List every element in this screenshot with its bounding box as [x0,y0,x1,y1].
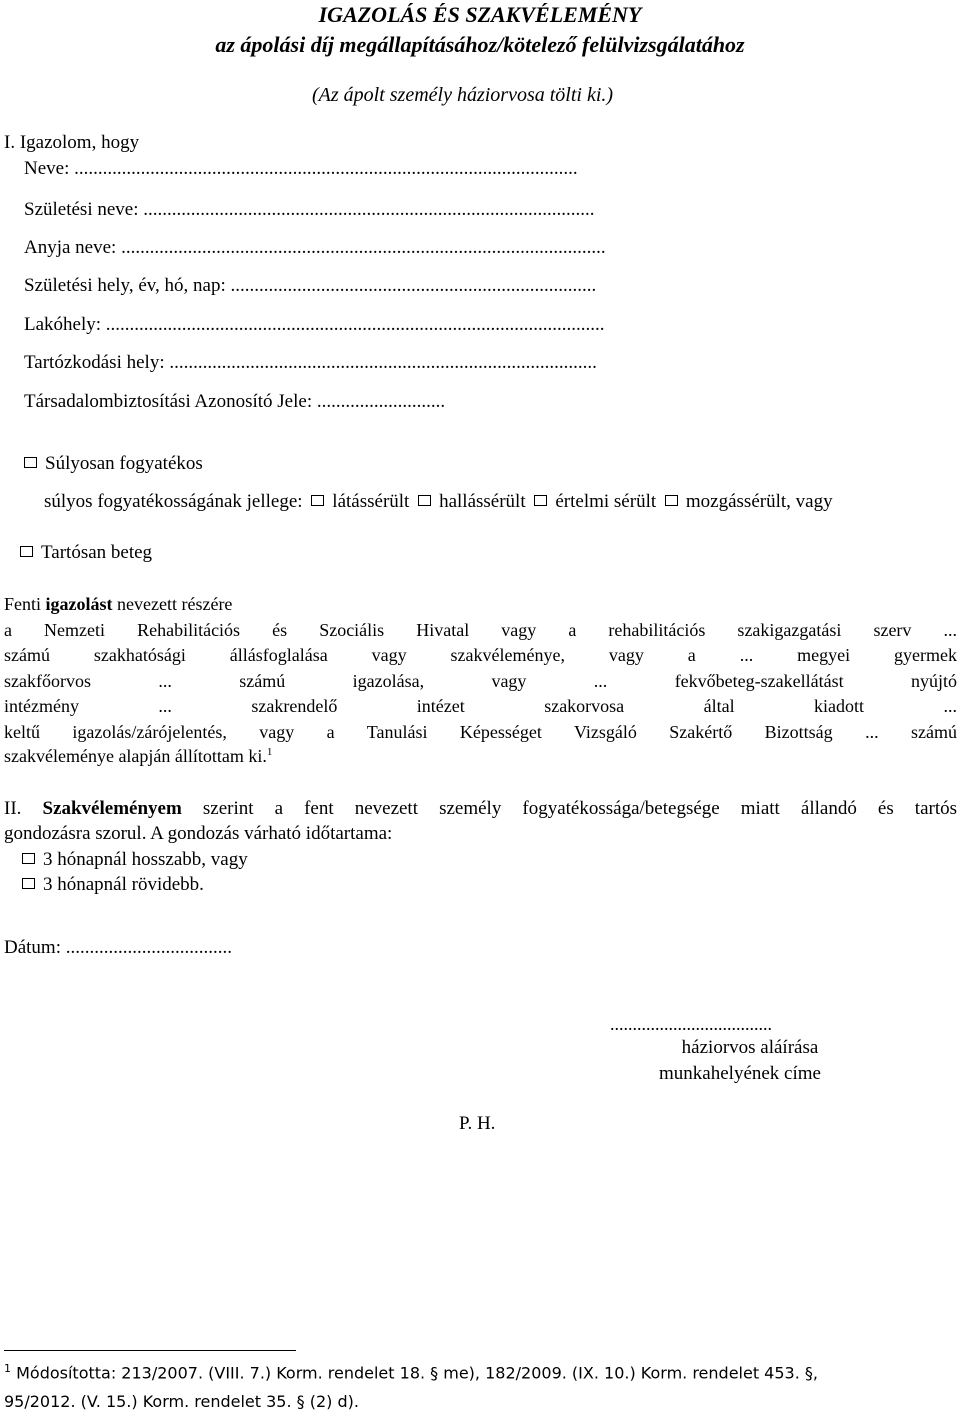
residence-field[interactable]: Lakóhely: ......................................................................................................... [24,314,605,335]
fill-note: (Az ápolt személy háziorvosa tölti ki.) [312,84,614,106]
checkbox-icon[interactable] [534,495,547,506]
duration-option-short[interactable] [22,874,204,896]
checkbox-icon[interactable] [22,853,35,864]
paragraph-line-2: a Nemzeti Rehabilitációs és Szociális Hivatal vagy a rehabilitációs szakigazgatási szerv ... [4,620,957,640]
duration-short-label: 3 hónapnál rövidebb. [43,874,204,895]
paragraph-line-5: intézmény ... szakrendelő intézet szakorvosa által kiadott ... [4,696,957,716]
chronically-ill-label: Tartósan beteg [41,542,153,563]
mother-name-field[interactable]: Anyja neve: ...................................................................................................... [24,237,606,258]
document-subtitle: az ápolási díj megállapításához/kötelező felülvizsgálatához [215,32,745,57]
checkbox-icon[interactable] [418,495,431,506]
paragraph-line-6: keltű igazolás/zárójelentés, vagy a Tanulási Képességet Vizsgáló Szakértő Bizottság ... számú [4,722,957,742]
paragraph-line-1 [4,594,232,615]
footnote-line-2: 95/2012. (V. 15.) Korm. rendelet 35. § (2) d). [4,1392,359,1411]
footnote-ref: 1 [266,746,273,758]
severely-disabled-label: Súlyosan fogyatékos [45,453,203,474]
text-fragment: Fenti [4,594,46,614]
name-field[interactable]: Neve: .......................................................................................................... [24,158,578,179]
duration-long-label: 3 hónapnál hosszabb, vagy [43,849,248,870]
text-fragment: Módosította: 213/2007. (VIII. 7.) Korm. rendelet 18. § me), 182/2009. (IX. 10.) Korm. rendelet 453. §, [16,1363,818,1383]
checkbox-icon[interactable] [20,546,33,557]
workplace-label: munkahelyének címe [659,1063,821,1084]
signature-label: háziorvos aláírása [681,1037,819,1058]
document-title: IGAZOLÁS ÉS SZAKVÉLEMÉNY [318,2,642,27]
birth-place-date-field[interactable]: Születési hely, év, hó, nap: ............................................................................. [24,275,597,296]
checkbox-icon[interactable] [665,495,678,506]
footnote-number: 1 [4,1362,11,1375]
section1-heading: I. Igazolom, hogy [4,132,140,153]
footnote-line-1 [4,1362,818,1382]
stamp-placeholder: P. H. [459,1113,496,1134]
section2-line-1 [4,798,957,824]
text-fragment: II. [4,798,43,819]
birth-name-field[interactable]: Születési neve: ............................................................................................... [24,199,595,220]
paragraph-line-4: szakfőorvos ... számú igazolása, vagy ... fekvőbeteg-szakellátást nyújtó [4,671,957,691]
text-fragment: nevezett részére [112,594,233,614]
signature-line[interactable]: .................................... [610,1014,772,1034]
bold-term: Szakvéleményem [42,798,182,819]
hearing-impaired-label: hallássérült [439,491,526,512]
paragraph-line-3: számú szakhatósági állásfoglalása vagy szakvéleménye, vagy a ... megyei gyermek [4,645,957,665]
taj-number-field[interactable]: Társadalombiztosítási Azonosító Jele: ........................... [24,391,446,412]
checkbox-icon[interactable] [22,878,35,889]
disability-type-row [44,491,833,513]
visual-impaired-label: látássérült [332,491,410,512]
date-field[interactable]: Dátum: ................................... [4,937,232,958]
text-fragment: szakvéleménye alapján állítottam ki. [4,746,267,766]
text-fragment: szerint a fent nevezett személy fogyatékossága/betegsége miatt állandó és tartós [181,798,957,819]
stay-address-field[interactable]: Tartózkodási hely: .......................................................................................... [24,352,597,373]
mobility-impaired-label: mozgássérült, vagy [685,491,833,512]
bold-term: igazolást [45,594,113,614]
checkbox-icon[interactable] [24,457,37,468]
severely-disabled-option[interactable] [24,453,203,475]
checkbox-icon[interactable] [311,495,324,506]
footnote-divider [4,1350,296,1351]
section2-line-2: gondozásra szorul. A gondozás várható időtartama: [4,823,393,844]
intellectual-impaired-label: értelmi sérült [555,491,657,512]
disability-type-label: súlyos fogyatékosságának jellege: [44,491,303,512]
paragraph-line-7 [4,746,272,767]
chronically-ill-option[interactable] [20,542,152,564]
duration-option-long[interactable] [22,849,248,871]
